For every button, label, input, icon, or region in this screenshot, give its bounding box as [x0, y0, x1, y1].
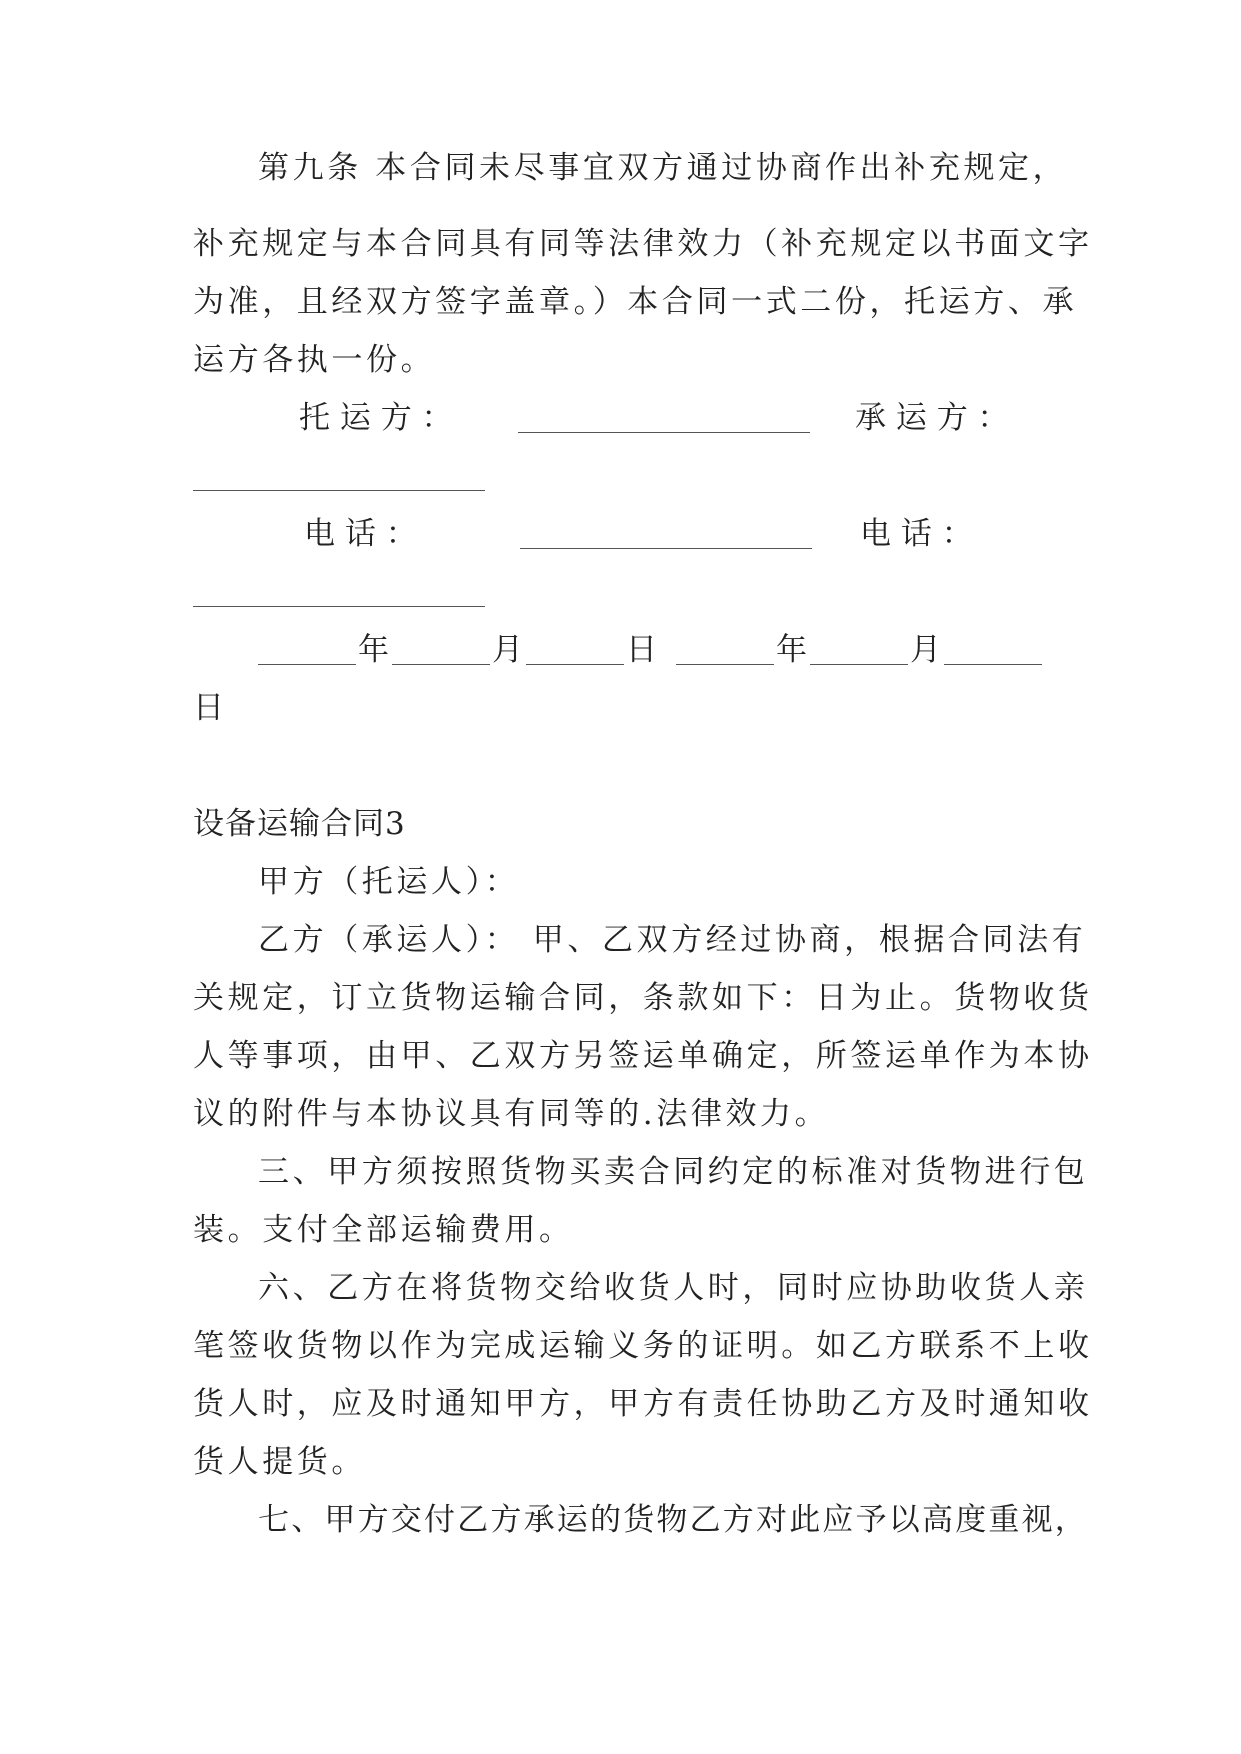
article9-line2: 补充规定与本合同具有同等法律效力（补充规定以书面文字 [193, 226, 1093, 262]
carrier-blank [193, 490, 485, 491]
p1-line2: 关规定，订立货物运输合同，条款如下：日为止。货物收货 [193, 980, 1093, 1016]
p3-line1: 三、甲方须按照货物买卖合同约定的标准对货物进行包 [258, 1154, 1089, 1190]
phone-blank-right [193, 606, 485, 607]
date-blank [944, 664, 1042, 665]
date-month-label: 月 [492, 632, 523, 668]
date-blank [810, 664, 908, 665]
signature-row-parties [193, 398, 1053, 438]
signature-row-phones [193, 514, 1053, 554]
shipper-blank [518, 432, 810, 433]
date-month-label: 月 [910, 632, 941, 668]
p3-line2: 装。支付全部运输费用。 [193, 1212, 574, 1248]
phone-label-right: 电 话 ： [860, 516, 973, 552]
p1-line1: 乙方（承运人）： 甲、乙双方经过协商，根据合同法有 [258, 922, 1087, 958]
p6-line3: 货人时，应及时通知甲方，甲方有责任协助乙方及时通知收 [193, 1386, 1093, 1422]
p6-line2: 笔签收货物以作为完成运输义务的证明。如乙方联系不上收 [193, 1328, 1093, 1364]
date-blank [392, 664, 490, 665]
p6-line1: 六、乙方在将货物交给收货人时，同时应协助收货人亲 [258, 1270, 1089, 1306]
date-day-wrap: 日 [193, 690, 228, 726]
shipper-label: 托 运 方 ： [299, 400, 453, 436]
date-blank [258, 664, 356, 665]
article9-line1: 第九条 本合同未尽事宜双方通过协商作出补充规定， [258, 150, 1068, 186]
date-year-label: 年 [776, 632, 807, 668]
article9-line3: 为准，且经双方签字盖章。）本合同一式二份，托运方、承 [193, 284, 1078, 320]
phone-label-left: 电 话 ： [304, 516, 417, 552]
p1-line4: 议的附件与本协议具有同等的.法律效力。 [193, 1096, 830, 1132]
carrier-label: 承 运 方 ： [855, 400, 1009, 436]
phone-blank-left [520, 548, 812, 549]
contract3-title: 设备运输合同3 [193, 806, 406, 842]
p7-line1: 七、甲方交付乙方承运的货物乙方对此应予以高度重视， [258, 1502, 1088, 1538]
party-a-line: 甲方（托运人）： [258, 864, 520, 900]
date-year-label: 年 [358, 632, 389, 668]
date-blank [526, 664, 624, 665]
date-blank [676, 664, 774, 665]
date-row [258, 630, 1058, 670]
date-day-label: 日 [626, 632, 657, 668]
p1-line3: 人等事项，由甲、乙双方另签运单确定，所签运单作为本协 [193, 1038, 1093, 1074]
p6-line4: 货人提货。 [193, 1444, 366, 1480]
article9-line4: 运方各执一份。 [193, 342, 436, 378]
